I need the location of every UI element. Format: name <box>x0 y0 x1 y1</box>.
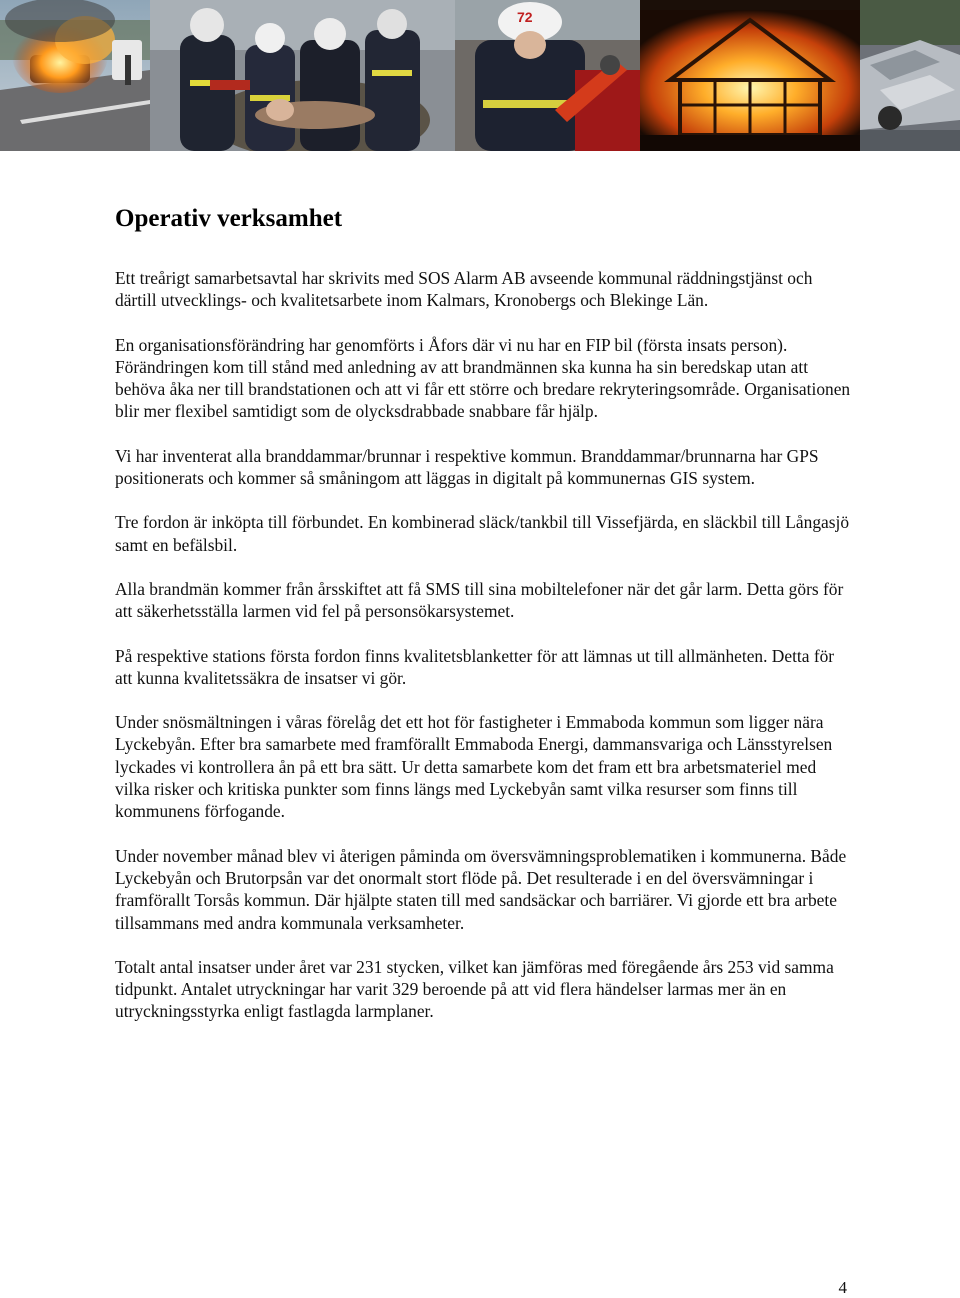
car-crash-photo-icon <box>860 0 960 151</box>
paragraph: Totalt antal insatser under året var 231 stycken, vilket kan jämföras med föregående års 253 vid samma tidpunkt. Antalet utryckningar har varit 329 beroende på att vid flera händelser larmas mer än en utryckningsstyrka enligt fastlagda larmplaner. <box>115 956 834 1022</box>
page-number: 4 <box>838 1278 847 1297</box>
rescue-team-photo-icon <box>150 0 455 151</box>
photo-banner <box>0 0 960 151</box>
paragraph: Alla brandmän kommer från årsskiftet att få SMS till sina mobiltelefoner när det går larm. Detta görs för att säkerhetsställa larmen vid fel på personsökarsystemet. <box>115 578 844 622</box>
firefighter-photo-icon <box>455 0 640 151</box>
svg-text:72: 72 <box>517 9 533 25</box>
paragraph: På respektive stations första fordon finns kvalitetsblanketter för att lämnas ut till allmänheten. Detta för att kunna kvalitetssäkra de insatser vi gör. <box>115 645 835 688</box>
building-fire-photo-icon <box>640 0 860 151</box>
paragraph: Under november månad blev vi återigen påminda om översvämningsproblematiken i kommunerna. Både Lyckebyån och Brutorpsån var det onormalt stort flöde på. Det resulterade i en del översvämningar i framförallt Torsås kommun. Där hjälpte staten till med sandsäckar och barriärer. Vi gjorde ett bra arbete tillsammans med andra kommunala verksamheter. <box>115 845 847 933</box>
main-content <box>115 203 855 1045</box>
paragraph: Tre fordon är inköpta till förbundet. En kombinerad släck/tankbil till Vissefjärda, en släckbil till Långasjö samt en befälsbil. <box>115 512 850 555</box>
page-title: Operativ verksamhet <box>115 205 343 232</box>
car-fire-photo-icon <box>0 0 150 151</box>
paragraph: En organisationsförändring har genomförts i Åfors där vi nu har en FIP bil (första insats person). Förändringen kom till stånd med anledning av att brandmännen ska kunna ha sin beredskap utan att behöva åka ner till brandstationen och att vi får ett större och bredare rekryteringsområde. Organisationen blir mer flexibel samtidigt som de olycksdrabbade snabbare får hjälp. <box>115 334 851 422</box>
paragraph: Vi har inventerat alla branddammar/brunnar i respektive kommun. Branddammar/brunnarna har GPS positionerats och kommer så småningom att läggas in digitalt på kommunernas GIS system. <box>115 445 819 489</box>
paragraph: Ett treårigt samarbetsavtal har skrivits med SOS Alarm AB avseende kommunal räddningstjänst och därtill utvecklings- och kvalitetsarbete inom Kalmars, Kronobergs och Blekinge Län. <box>115 268 813 311</box>
paragraph: Under snösmältningen i våras förelåg det ett hot för fastigheter i Emmaboda kommun som ligger nära Lyckebyån. Efter bra samarbete med framförallt Emmaboda Energi, dammansvariga och Länsstyrelsen lyckades vi kontrollera ån på ett bra sätt. Ur detta samarbete kom det fram ett bra arbetsmateriel med vilka risker och kritiska punkter som finns längs med Lyckebyån samt vilka resurser som finns till kommunens förfogande. <box>115 712 833 822</box>
